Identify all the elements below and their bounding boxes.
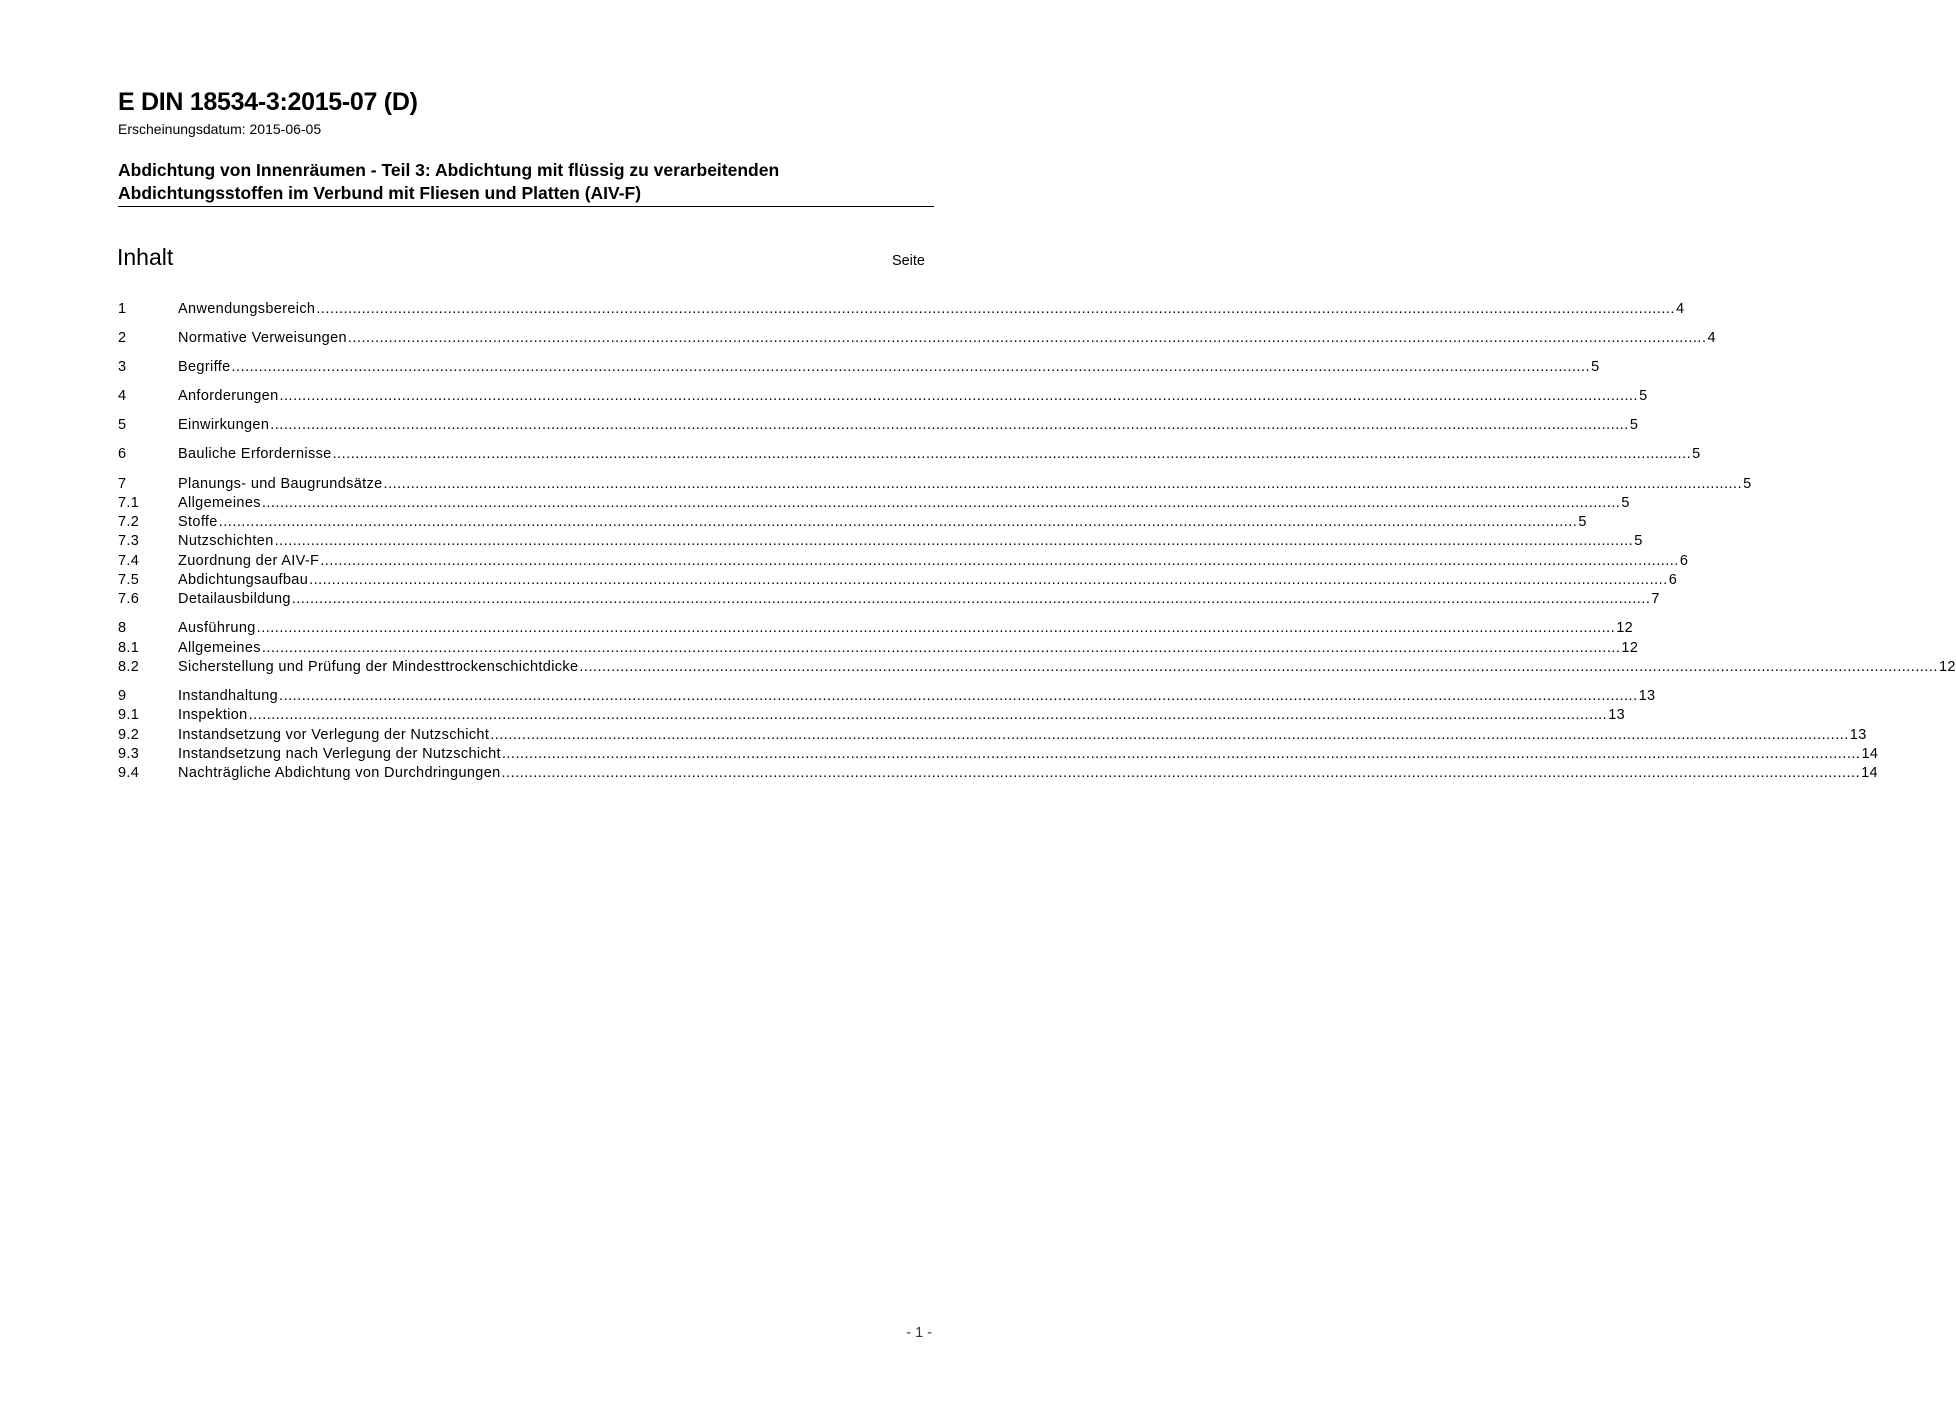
- toc-entry[interactable]: [118, 416, 1639, 435]
- toc-entry-title: Allgemeines: [178, 639, 261, 656]
- toc-entry-page: 4: [1675, 301, 1685, 317]
- toc-entry-page: 13: [1849, 726, 1867, 743]
- toc-leader-dots: ............................................................................................................................................................................................................................................................................................................: [256, 620, 1616, 637]
- toc-entry-title: Planungs- und Baugrundsätze: [178, 475, 383, 492]
- toc-entry-page: 5: [1629, 417, 1639, 434]
- toc-entry-title: Instandsetzung vor Verlegung der Nutzschicht: [178, 726, 490, 743]
- toc-entry[interactable]: [118, 387, 1648, 406]
- toc-entry[interactable]: [118, 658, 1956, 677]
- toc-entry-title: Inspektion: [178, 707, 248, 724]
- toc-leader-dots: ............................................................................................................................................................................................................................................................................................................: [383, 475, 1743, 492]
- toc-entry-number: 7.2: [118, 514, 140, 531]
- toc-entry-number: 7.1: [118, 494, 140, 511]
- toc-entry[interactable]: [118, 552, 1689, 571]
- toc-entry[interactable]: [118, 619, 1634, 638]
- toc-entry-title: Zuordnung der AIV-F: [178, 552, 320, 569]
- toc-entry[interactable]: [118, 300, 1685, 319]
- title-divider: [118, 206, 934, 207]
- toc-leader-dots: ............................................................................................................................................................................................................................................................................................................: [231, 359, 1591, 376]
- toc-entry[interactable]: [118, 329, 1716, 348]
- document-title: [118, 159, 934, 205]
- toc-entry[interactable]: [118, 726, 1867, 745]
- toc-entry[interactable]: [118, 764, 1878, 783]
- toc-entry-title: Nachträgliche Abdichtung von Durchdringungen: [178, 765, 501, 782]
- toc-entry[interactable]: [118, 706, 1626, 725]
- toc-leader-dots: ............................................................................................................................................................................................................................................................................................................: [270, 417, 1629, 434]
- toc-entry-number: 9.2: [118, 726, 140, 743]
- toc-entry-page: 5: [1591, 359, 1600, 376]
- toc-entry-number: 8.2: [118, 659, 140, 676]
- toc-entry[interactable]: [118, 639, 1639, 658]
- toc-entry-page: 14: [1861, 746, 1879, 763]
- toc-leader-dots: ............................................................................................................................................................................................................................................................................................................: [579, 659, 1938, 676]
- toc-entry-page: 5: [1743, 475, 1752, 492]
- publication-date: Erscheinungsdatum: 2015-06-05: [118, 121, 322, 137]
- page-number: - 1 -: [906, 1325, 932, 1341]
- toc-entry-number: 8: [118, 620, 127, 637]
- toc-entry-page: 4: [1707, 330, 1716, 347]
- toc-entry-number: 5: [118, 417, 127, 434]
- toc-entry-page: 6: [1679, 552, 1689, 569]
- toc-entry[interactable]: [118, 571, 1678, 590]
- toc-heading: Inhalt: [117, 244, 174, 270]
- toc-entry-page: 13: [1608, 707, 1626, 724]
- toc-entry-page: 5: [1621, 494, 1630, 511]
- toc-entry-number: 8.1: [118, 639, 140, 656]
- toc-leader-dots: ............................................................................................................................................................................................................................................................................................................: [279, 388, 1639, 405]
- toc-entry-page: 13: [1638, 688, 1656, 705]
- toc-leader-dots: ............................................................................................................................................................................................................................................................................................................: [309, 572, 1668, 589]
- toc-entry-number: 7.4: [118, 552, 140, 569]
- toc-leader-dots: ............................................................................................................................................................................................................................................................................................................: [248, 707, 1608, 724]
- toc-entry-number: 9.4: [118, 765, 140, 782]
- toc-entry-title: Bauliche Erfordernisse: [178, 446, 332, 463]
- toc-leader-dots: ............................................................................................................................................................................................................................................................................................................: [332, 446, 1692, 463]
- toc-entry-page: 5: [1692, 446, 1701, 463]
- toc-entry-title: Einwirkungen: [178, 417, 270, 434]
- toc-entry-number: 3: [118, 359, 127, 376]
- toc-entry-number: 7.6: [118, 591, 140, 608]
- toc-entry[interactable]: [118, 532, 1643, 551]
- title-line-1: Abdichtung von Innenräumen - Teil 3: Abdichtung mit flüssig zu verarbeitenden: [118, 160, 780, 180]
- toc-entry[interactable]: [118, 745, 1879, 764]
- table-of-contents: [118, 300, 1956, 784]
- toc-entry-number: 2: [118, 330, 127, 347]
- toc-entry-number: 7.3: [118, 533, 140, 550]
- toc-leader-dots: ............................................................................................................................................................................................................................................................................................................: [279, 688, 1638, 705]
- toc-entry-number: 4: [118, 388, 127, 405]
- toc-entry-title: Allgemeines: [178, 494, 261, 511]
- toc-entry-title: Ausführung: [178, 620, 256, 637]
- toc-entry-number: 7: [118, 475, 127, 492]
- toc-entry-number: 9: [118, 688, 127, 705]
- toc-entry-title: Begriffe: [178, 359, 231, 376]
- toc-entry-title: Stoffe: [178, 514, 218, 531]
- toc-leader-dots: ............................................................................................................................................................................................................................................................................................................: [320, 552, 1679, 569]
- toc-entry-page: 5: [1634, 533, 1643, 550]
- toc-leader-dots: ............................................................................................................................................................................................................................................................................................................: [261, 494, 1621, 511]
- toc-leader-dots: ............................................................................................................................................................................................................................................................................................................: [501, 746, 1861, 763]
- toc-entry-title: Anwendungsbereich: [178, 301, 316, 317]
- toc-entry-title: Instandhaltung: [178, 688, 279, 705]
- toc-entry-page: 14: [1861, 765, 1878, 782]
- toc-entry-title: Nutzschichten: [178, 533, 274, 550]
- toc-entry-title: Abdichtungsaufbau: [178, 572, 309, 589]
- toc-entry[interactable]: [118, 513, 1587, 532]
- toc-leader-dots: ............................................................................................................................................................................................................................................................................................................: [501, 765, 1861, 782]
- toc-leader-dots: ............................................................................................................................................................................................................................................................................................................: [347, 330, 1707, 347]
- toc-entry-page: 7: [1651, 591, 1660, 608]
- toc-leader-dots: ............................................................................................................................................................................................................................................................................................................: [490, 726, 1849, 743]
- toc-entry[interactable]: [118, 445, 1701, 464]
- document-id: E DIN 18534-3:2015-07 (D): [118, 88, 418, 116]
- toc-entry-number: 1: [118, 301, 127, 317]
- toc-entry[interactable]: [118, 687, 1656, 706]
- toc-leader-dots: ............................................................................................................................................................................................................................................................................................................: [261, 639, 1621, 656]
- toc-leader-dots: ............................................................................................................................................................................................................................................................................................................: [218, 514, 1578, 531]
- title-line-2: Abdichtungsstoffen im Verbund mit Fliesen und Platten (AIV-F): [118, 183, 642, 203]
- toc-entry-title: Detailausbildung: [178, 591, 291, 608]
- toc-entry-page: 12: [1616, 620, 1634, 637]
- toc-entry-page: 12: [1938, 659, 1956, 676]
- toc-entry-number: 9.3: [118, 746, 140, 763]
- toc-entry-title: Anforderungen: [178, 388, 279, 405]
- toc-entry[interactable]: [118, 494, 1630, 513]
- toc-entry-number: 6: [118, 446, 127, 463]
- toc-entry-title: Sicherstellung und Prüfung der Mindesttrockenschichtdicke: [178, 659, 579, 676]
- toc-entry-page: 5: [1639, 388, 1648, 405]
- toc-entry-number: 7.5: [118, 572, 140, 589]
- toc-entry[interactable]: [118, 475, 1752, 494]
- toc-entry[interactable]: [118, 590, 1660, 609]
- toc-entry[interactable]: [118, 358, 1600, 377]
- toc-leader-dots: ............................................................................................................................................................................................................................................................................................................: [274, 533, 1634, 550]
- toc-leader-dots: ............................................................................................................................................................................................................................................................................................................: [291, 591, 1651, 608]
- toc-page-label: Seite: [891, 253, 925, 269]
- toc-entry-title: Normative Verweisungen: [178, 330, 347, 347]
- toc-entry-number: 9.1: [118, 707, 140, 724]
- toc-leader-dots: ............................................................................................................................................................................................................................................................................................................: [316, 301, 1675, 317]
- toc-entry-page: 6: [1668, 572, 1678, 589]
- toc-entry-title: Instandsetzung nach Verlegung der Nutzschicht: [178, 746, 501, 763]
- toc-entry-page: 5: [1578, 514, 1587, 531]
- toc-entry-page: 12: [1621, 639, 1639, 656]
